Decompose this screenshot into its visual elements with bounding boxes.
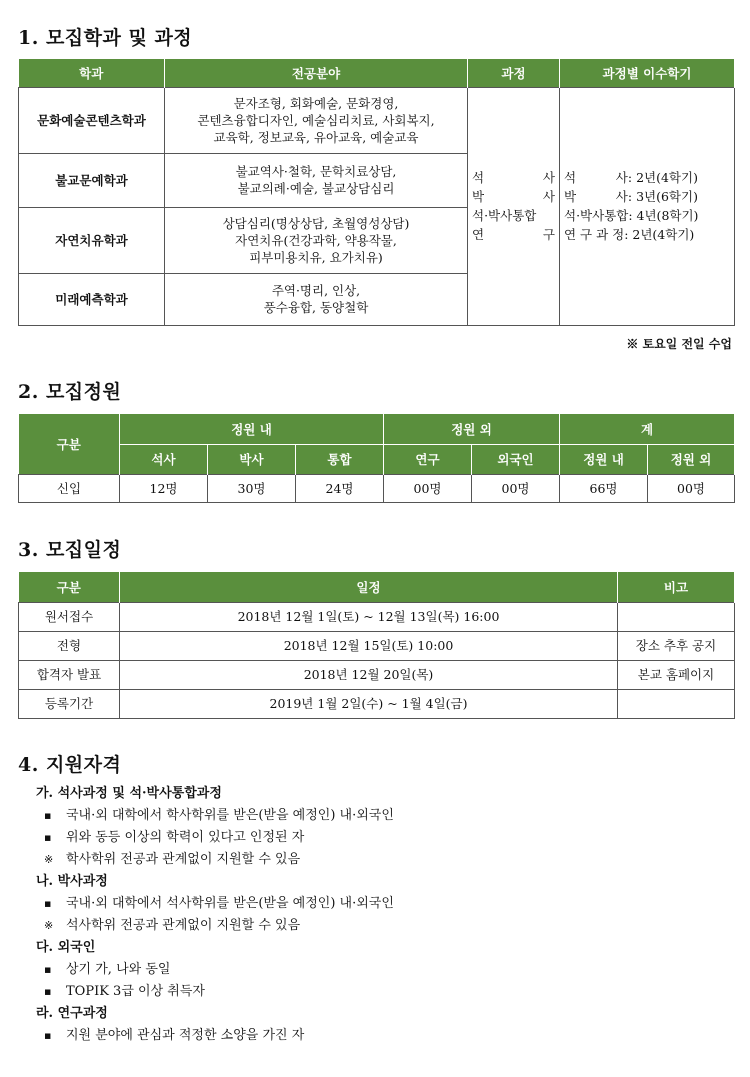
semester-item: 연 구 과 정: 2년(4학기) xyxy=(564,227,695,242)
eligibility-list xyxy=(36,783,394,1047)
schedule-header xyxy=(19,572,735,602)
quota-value: 00명 xyxy=(472,474,560,502)
department-table xyxy=(18,59,735,326)
quota-value: 12명 xyxy=(120,474,208,502)
semester-item: 석·박사통합: 4년(8학기) xyxy=(564,208,699,223)
schedule-table xyxy=(18,572,735,719)
list-item-text: 학사학위 전공과 관계없이 지원할 수 있음 xyxy=(66,852,301,867)
bullet-mark: ▪ xyxy=(44,963,52,976)
degree-item: 석 사 xyxy=(472,170,555,185)
header-degree: 과정 xyxy=(468,59,560,87)
degree-list xyxy=(468,87,560,325)
list-item xyxy=(36,893,394,915)
list-item-text: 위와 동등 이상의 학력이 있다고 인정된 자 xyxy=(66,830,305,845)
field-line: 주역·명리, 인상, xyxy=(271,283,361,298)
subheader: 석사 xyxy=(120,444,208,474)
field-line: 자연치유(건강과학, 약용작물, xyxy=(235,232,397,248)
header-group-in: 정원 내 xyxy=(120,414,384,444)
header-schedule: 일정 xyxy=(120,572,618,602)
quota-value: 66명 xyxy=(560,474,648,502)
quota-value: 00명 xyxy=(384,474,472,502)
dept-name: 자연치유학과 xyxy=(19,207,165,273)
schedule-remark xyxy=(618,602,735,631)
dept-name: 문화예술콘텐츠학과 xyxy=(19,87,165,153)
list-item-text: 국내·외 대학에서 학사학위를 받은(받을 예정인) 내·외국인 xyxy=(66,808,394,823)
dept-name: 불교문예학과 xyxy=(19,153,165,207)
subheader: 정원 내 xyxy=(560,444,648,474)
semester-item: 석 사: 2년(4학기) xyxy=(564,170,698,185)
field-line: 콘텐츠융합디자인, 예술심리치료, 사회복지, xyxy=(197,112,435,128)
semester-item: 박 사: 3년(6학기) xyxy=(564,189,698,204)
dept-fields xyxy=(165,153,468,207)
bullet-mark: ▪ xyxy=(44,985,52,998)
header-dept: 학과 xyxy=(19,59,165,87)
quota-table xyxy=(18,414,735,503)
saturday-note: ※ 토요일 전일 수업 xyxy=(626,337,732,351)
quota-subheader xyxy=(19,444,735,474)
subheader: 통합 xyxy=(296,444,384,474)
field-line: 피부미용치유, 요가치유) xyxy=(249,249,383,265)
field-line: 불교역사·철학, 문학치료상담, xyxy=(235,164,397,179)
field-line: 불교의례·예술, 불교상담심리 xyxy=(237,181,395,196)
field-line: 문자조형, 회화예술, 문화경영, xyxy=(233,95,399,111)
quota-value: 00명 xyxy=(648,474,735,502)
schedule-date: 2018년 12월 15일(토) 10:00 xyxy=(120,631,618,660)
list-item-text: TOPIK 3급 이상 취득자 xyxy=(66,984,205,999)
subheader: 박사 xyxy=(208,444,296,474)
dept-fields xyxy=(165,273,468,325)
schedule-remark: 본교 홈페이지 xyxy=(618,660,735,689)
list-item xyxy=(36,849,394,871)
list-item-text: 국내·외 대학에서 석사학위를 받은(받을 예정인) 내·외국인 xyxy=(66,896,394,911)
header-semesters: 과정별 이수학기 xyxy=(560,59,735,87)
table-row xyxy=(19,87,735,153)
list-item-text: 상기 가, 나와 동일 xyxy=(66,962,171,977)
eligibility-heading: 가. 석사과정 및 석·박사통합과정 xyxy=(36,786,222,801)
note-mark: ※ xyxy=(44,919,54,932)
table-row xyxy=(19,602,735,631)
list-item xyxy=(36,981,394,1003)
eligibility-heading: 라. 연구과정 xyxy=(36,1006,108,1021)
eligibility-heading: 나. 박사과정 xyxy=(36,874,108,889)
table-row xyxy=(19,631,735,660)
header-gubun: 구분 xyxy=(19,572,120,602)
subheader: 외국인 xyxy=(472,444,560,474)
dept-fields xyxy=(165,87,468,153)
schedule-label: 등록기간 xyxy=(19,689,120,718)
degree-item: 연 구 xyxy=(472,227,555,242)
row-label: 신입 xyxy=(19,474,120,502)
list-item-text: 지원 분야에 관심과 적정한 소양을 가진 자 xyxy=(66,1028,305,1043)
section4-title: 4. 지원자격 xyxy=(18,754,122,776)
schedule-remark xyxy=(618,689,735,718)
subheader: 연구 xyxy=(384,444,472,474)
field-line: 교육학, 정보교육, 유아교육, 예술교육 xyxy=(213,129,419,145)
schedule-label: 합격자 발표 xyxy=(19,660,120,689)
subheader: 정원 외 xyxy=(648,444,735,474)
bullet-mark: ▪ xyxy=(44,831,52,844)
section3-title: 3. 모집일정 xyxy=(18,539,122,561)
note-mark: ※ xyxy=(44,853,54,866)
header-fields: 전공분야 xyxy=(165,59,468,87)
list-item-text: 석사학위 전공과 관계없이 지원할 수 있음 xyxy=(66,918,301,933)
schedule-date: 2018년 12월 1일(토) ~ 12월 13일(목) 16:00 xyxy=(120,602,618,631)
list-item xyxy=(36,827,394,849)
degree-item: 석·박사통합 xyxy=(472,208,537,223)
section2-title: 2. 모집정원 xyxy=(18,381,122,403)
schedule-remark: 장소 추후 공지 xyxy=(618,631,735,660)
schedule-date: 2019년 1월 2일(수) ~ 1월 4일(금) xyxy=(120,689,618,718)
schedule-label: 전형 xyxy=(19,631,120,660)
field-line: 풍수융합, 동양철학 xyxy=(263,300,369,315)
degree-item: 박 사 xyxy=(472,189,555,204)
list-item xyxy=(36,959,394,981)
dept-name: 미래예측학과 xyxy=(19,273,165,325)
section1-title: 1. 모집학과 및 과정 xyxy=(18,27,193,49)
bullet-mark: ▪ xyxy=(44,897,52,910)
dept-fields xyxy=(165,207,468,273)
header-group-out: 정원 외 xyxy=(384,414,560,444)
quota-value: 24명 xyxy=(296,474,384,502)
list-item xyxy=(36,805,394,827)
field-line: 상담심리(명상상담, 초월영성상담) xyxy=(222,215,410,231)
table-row xyxy=(19,474,735,502)
quota-group-header xyxy=(19,414,735,444)
schedule-date: 2018년 12월 20일(목) xyxy=(120,660,618,689)
list-item xyxy=(36,915,394,937)
quota-value: 30명 xyxy=(208,474,296,502)
table-row xyxy=(19,689,735,718)
header-gubun: 구분 xyxy=(19,414,120,474)
table-row xyxy=(19,660,735,689)
bullet-mark: ▪ xyxy=(44,809,52,822)
bullet-mark: ▪ xyxy=(44,1029,52,1042)
header-group-total: 계 xyxy=(560,414,735,444)
list-item xyxy=(36,1025,394,1047)
schedule-label: 원서접수 xyxy=(19,602,120,631)
department-table-header xyxy=(19,59,735,87)
header-remark: 비고 xyxy=(618,572,735,602)
eligibility-heading: 다. 외국인 xyxy=(36,940,96,955)
semester-list xyxy=(560,87,735,325)
